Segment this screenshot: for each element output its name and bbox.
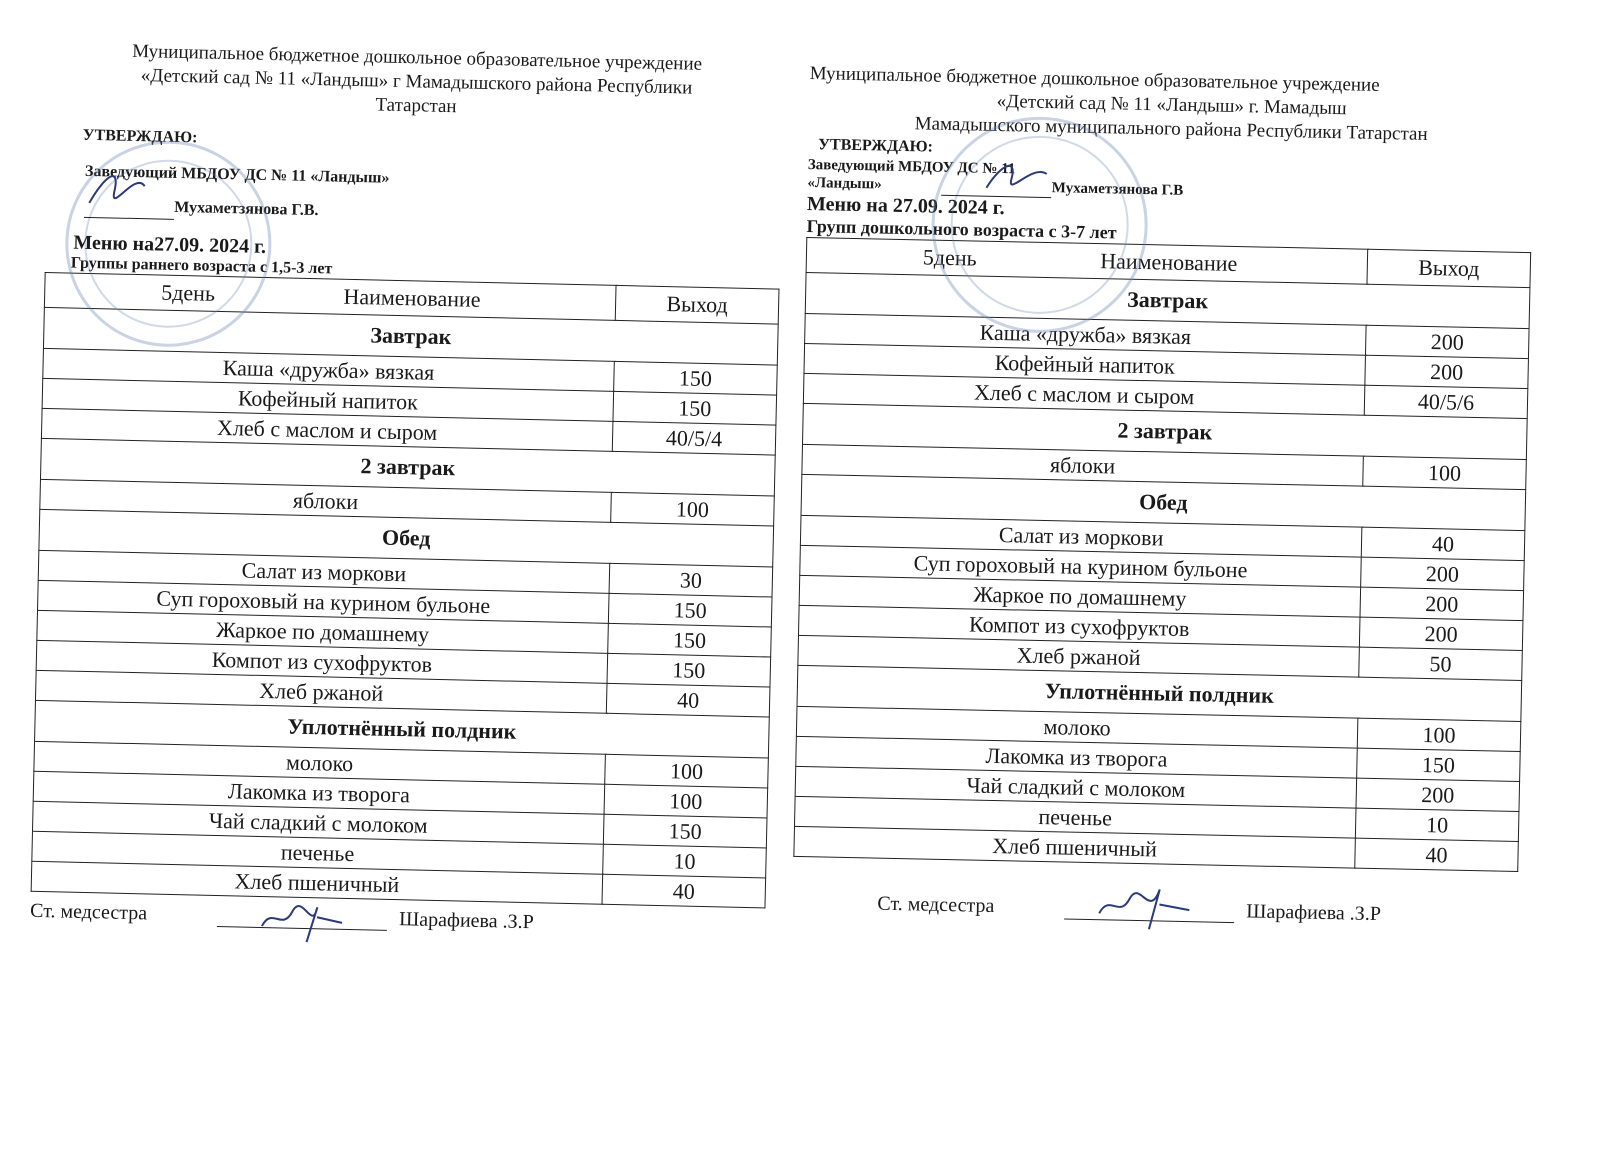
dish-name: Жаркое по домашнему xyxy=(799,575,1361,617)
org-line: Мамадышского муниципального района Республики Татарстан xyxy=(914,113,1428,145)
signature-line xyxy=(1064,893,1235,924)
day-label: 5день xyxy=(922,244,977,271)
head-title: Заведующий МБДОУ ДС № 11 xyxy=(807,156,1016,178)
dish-output: 200 xyxy=(1359,617,1523,650)
dish-output: 200 xyxy=(1365,325,1529,358)
age-group: Группы раннего возраста с 1,5-3 лет xyxy=(70,254,333,278)
nurse-name: Шарафиева .З.Р xyxy=(398,908,534,934)
dish-name: Суп гороховый на курином бульоне xyxy=(800,545,1362,587)
dish-name: молоко xyxy=(34,741,606,784)
signature-line xyxy=(217,900,388,931)
menu-table xyxy=(793,237,1531,872)
signature-icon xyxy=(84,165,155,207)
dish-name: молоко xyxy=(796,706,1358,748)
dish-name: Чай сладкий с молоком xyxy=(32,801,604,844)
dish-name: Салат из моркови xyxy=(38,550,610,593)
dish-output: 100 xyxy=(611,492,775,526)
dish-output: 150 xyxy=(608,593,772,627)
dish-output: 150 xyxy=(603,814,767,848)
dish-name: Кофейный напиток xyxy=(804,343,1366,385)
meal-section-title: Завтрак xyxy=(805,272,1530,328)
org-line: «Детский сад № 11 «Ландыш» г Мамадышского района Республики xyxy=(140,65,693,99)
org-line: Муниципальное бюджетное дошкольное образовательное учреждение xyxy=(131,40,703,75)
dish-name: Жаркое по домашнему xyxy=(37,610,609,653)
head-title: «Ландыш» xyxy=(807,174,882,193)
dish-output: 50 xyxy=(1359,647,1523,680)
dish-name: Каша «дружба» вязкая xyxy=(805,313,1367,355)
dish-name: Хлеб с маслом и сыром xyxy=(41,408,613,451)
dish-name: Салат из моркови xyxy=(800,515,1362,557)
dish-name: печенье xyxy=(32,831,604,874)
menu-sheet-early-age xyxy=(30,38,785,939)
nurse-label: Ст. медсестра xyxy=(29,899,148,925)
meal-section-title: Уплотнённый полдник xyxy=(35,700,770,758)
nurse-signature xyxy=(877,889,1517,929)
dish-output: 10 xyxy=(1355,808,1519,841)
dish-name: Лакомка из творога xyxy=(796,736,1358,778)
signature-line xyxy=(84,195,174,220)
approve-label: УТВЕРЖДАЮ: xyxy=(818,136,934,156)
dish-output: 200 xyxy=(1361,557,1525,590)
signature-icon xyxy=(1094,878,1195,935)
dish-name: Хлеб пшеничный xyxy=(794,826,1356,868)
age-group: Групп дошкольного возраста с 3-7 лет xyxy=(806,215,1117,243)
meal-section-title: 2 завтрак xyxy=(802,403,1527,459)
dish-name: Хлеб ржаной xyxy=(798,635,1360,677)
meal-section-title: Обед xyxy=(801,474,1526,530)
dish-name: Хлеб ржаной xyxy=(35,670,607,713)
dish-output: 200 xyxy=(1365,355,1529,388)
dish-name: Хлеб пшеничный xyxy=(31,861,603,904)
dish-output: 100 xyxy=(1357,718,1521,751)
menu-table xyxy=(31,272,780,909)
menu-date: Меню на27.09. 2024 г. xyxy=(73,231,267,258)
meal-section-title: Завтрак xyxy=(43,307,778,365)
meal-section-title: 2 завтрак xyxy=(40,438,775,496)
dish-output: 100 xyxy=(605,754,769,788)
dish-output: 150 xyxy=(613,391,777,425)
dish-output: 200 xyxy=(1356,778,1520,811)
dish-name: Хлеб с маслом и сыром xyxy=(803,373,1365,415)
dish-output: 150 xyxy=(1357,748,1521,781)
dish-output: 40 xyxy=(606,683,770,717)
org-line: Муниципальное бюджетное дошкольное образовательное учреждение xyxy=(809,62,1380,96)
dish-name: Кофейный напиток xyxy=(42,378,614,421)
column-header-output: Выход xyxy=(615,285,779,324)
dish-name: Компот из сухофруктов xyxy=(36,640,608,683)
dish-output: 100 xyxy=(604,784,768,818)
dish-output: 150 xyxy=(614,361,778,395)
dish-output: 150 xyxy=(608,623,772,657)
signature-icon xyxy=(982,158,1053,194)
dish-name: яблоки xyxy=(40,479,612,522)
dish-output: 30 xyxy=(609,563,773,597)
head-name: Мухаметзянова Г.В xyxy=(1051,180,1184,199)
dish-name: Чай сладкий с молоком xyxy=(795,766,1357,808)
head-name: Мухаметзянова Г.В. xyxy=(173,198,319,220)
signature-icon xyxy=(256,896,347,948)
dish-output: 100 xyxy=(1363,456,1527,489)
dish-name: Каша «дружба» вязкая xyxy=(43,348,615,391)
meal-section-title: Уплотнённый полдник xyxy=(797,665,1522,721)
dish-name: Компот из сухофруктов xyxy=(798,605,1360,647)
dish-output: 200 xyxy=(1360,587,1524,620)
dish-output: 40 xyxy=(1355,838,1519,871)
day-label: 5день xyxy=(160,279,216,306)
signature-line xyxy=(942,177,1052,198)
dish-name: Суп гороховый на курином бульоне xyxy=(38,580,610,623)
nurse-name: Шарафиева .З.Р xyxy=(1246,900,1382,926)
org-line: Татарстан xyxy=(375,94,457,118)
name-header: Наименование xyxy=(343,283,481,312)
menu-sheet-preschool xyxy=(792,62,1535,929)
dish-name: печенье xyxy=(794,796,1356,838)
dish-output: 40 xyxy=(1361,527,1525,560)
dish-output: 150 xyxy=(607,653,771,687)
dish-output: 10 xyxy=(603,844,767,878)
name-header: Наименование xyxy=(1099,248,1238,276)
dish-output: 40/5/6 xyxy=(1364,385,1528,418)
org-line: «Детский сад № 11 «Ландыш» г. Мамадыш xyxy=(996,90,1347,120)
dish-output: 40 xyxy=(602,874,766,908)
dish-name: яблоки xyxy=(802,444,1364,486)
nurse-label: Ст. медсестра xyxy=(877,892,995,918)
dish-name: Лакомка из творога xyxy=(33,771,605,814)
organization-header xyxy=(48,38,784,127)
dish-output: 40/5/4 xyxy=(612,421,776,455)
head-title: Заведующий МБДОУ ДС № 11 «Ландыш» xyxy=(84,162,390,187)
menu-date: Меню на 27.09. 2024 г. xyxy=(806,192,1005,220)
meal-section-title: Обед xyxy=(39,509,774,567)
approve-label: УТВЕРЖДАЮ: xyxy=(82,126,198,147)
column-header-output: Выход xyxy=(1367,249,1531,287)
